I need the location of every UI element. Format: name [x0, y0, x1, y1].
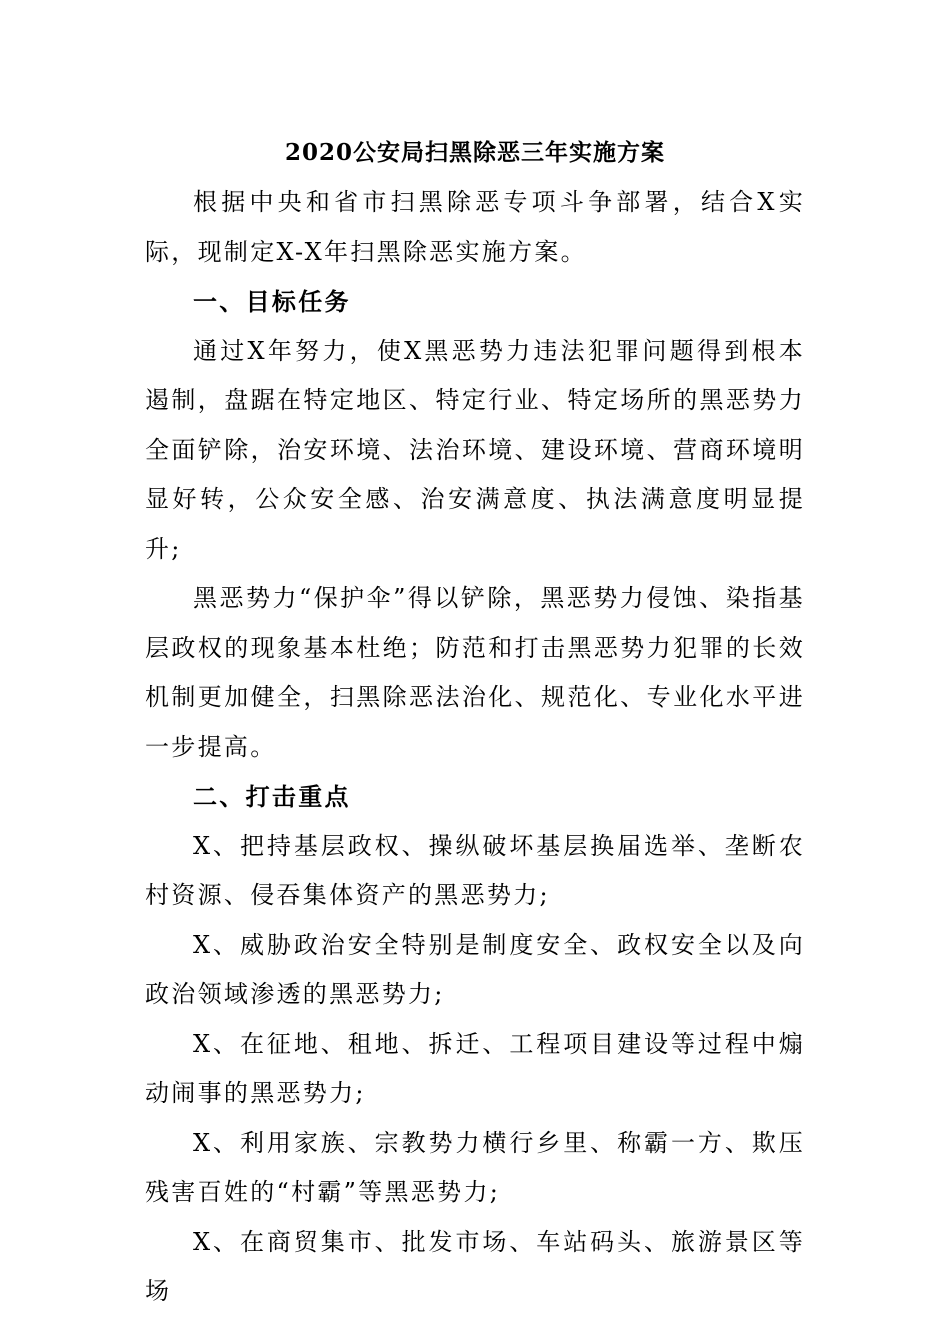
- section-heading-goals: 一、目标任务: [193, 287, 351, 316]
- priority-item-1: X、把持基层政权、操纵破坏基层换届选举、垄断农村资源、侵吞集体资产的黑恶势力;: [145, 831, 805, 909]
- priority-item-2: X、威胁政治安全特别是制度安全、政权安全以及向政治领域渗透的黑恶势力;: [145, 930, 805, 1008]
- priority-item-3: X、在征地、租地、拆迁、工程项目建设等过程中煽动闹事的黑恶势力;: [145, 1029, 805, 1107]
- goals-paragraph-1: 通过X年努力，使X黑恶势力违法犯罪问题得到根本遏制，盘踞在特定地区、特定行业、特定场所的黑恶势力全面铲除，治安环境、法治环境、建设环境、营商环境明显好转，公众安全感、治安满意度、执法满意度明显提升;: [145, 336, 805, 563]
- section-heading-priorities: 二、打击重点: [193, 782, 351, 811]
- goals-paragraph-2: 黑恶势力“保护伞”得以铲除，黑恶势力侵蚀、染指基层政权的现象基本杜绝；防范和打击黑恶势力犯罪的长效机制更加健全，扫黑除恶法治化、规范化、专业化水平进一步提高。: [145, 584, 805, 761]
- intro-paragraph: 根据中央和省市扫黑除恶专项斗争部署，结合X实际，现制定X-X年扫黑除恶实施方案。: [145, 188, 805, 266]
- priority-item-5: X、在商贸集市、批发市场、车站码头、旅游景区等场: [145, 1227, 805, 1305]
- document-title: 2020公安局扫黑除恶三年实施方案: [284, 139, 665, 166]
- priority-item-4: X、利用家族、宗教势力横行乡里、称霸一方、欺压残害百姓的“村霸”等黑恶势力;: [145, 1128, 805, 1206]
- document-page: [145, 128, 805, 1317]
